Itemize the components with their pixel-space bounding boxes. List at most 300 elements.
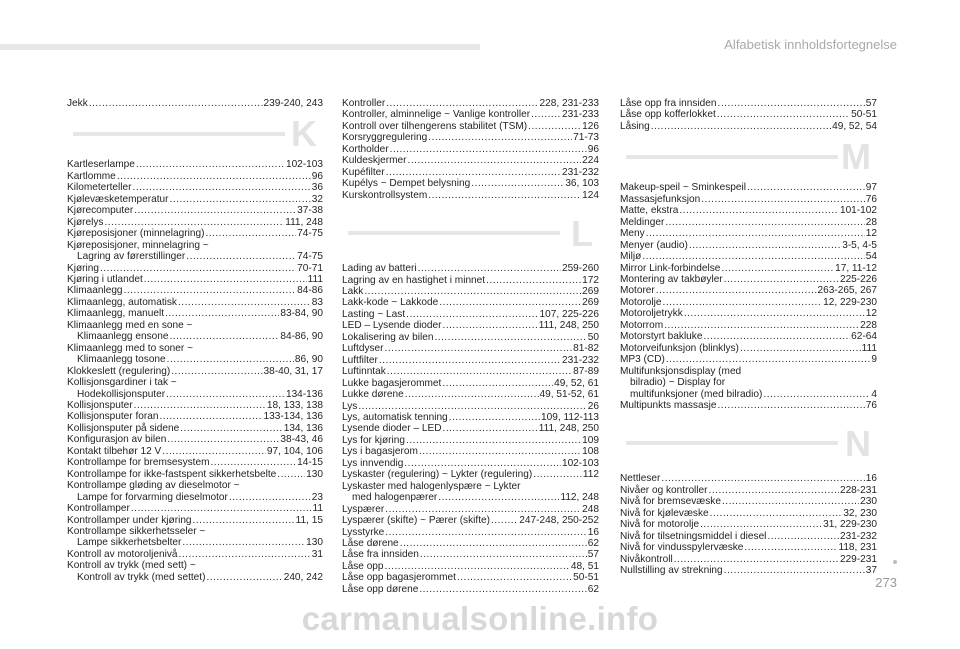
index-entry-pages: 32 [311, 193, 323, 205]
index-entry-term: Nivå for kjølevæske [620, 507, 709, 519]
dot-leader [400, 538, 587, 549]
index-entry-pages: 62 [587, 537, 599, 549]
index-entry[interactable] [67, 457, 323, 468]
dot-leader [166, 389, 285, 400]
dot-leader [419, 584, 586, 595]
dot-leader [159, 411, 262, 422]
index-entry-term: Lys for kjøring [342, 434, 406, 446]
index-entry-term: Multifunksjonsdisplay (med [620, 365, 742, 377]
index-entry-pages: 28 [865, 216, 877, 228]
index-entry[interactable] [67, 560, 323, 571]
index-entry-term: Klokkeslett (regulering) [67, 365, 171, 377]
dot-leader [167, 354, 294, 365]
index-entry-pages: 11 [312, 503, 323, 515]
index-entry[interactable] [342, 561, 599, 572]
index-entry-pages: 87-89 [573, 366, 599, 378]
section-letter: N [845, 423, 871, 465]
dot-leader [385, 561, 570, 572]
index-entry-pages: 14-15 [297, 457, 323, 469]
index-entry[interactable] [67, 182, 323, 193]
index-entry-term: Nivå for vindusspylervæske [620, 542, 744, 554]
dot-leader [434, 332, 586, 343]
index-entry[interactable] [342, 343, 599, 354]
index-entry[interactable] [620, 274, 877, 285]
index-entry[interactable] [620, 205, 877, 216]
dot-leader [364, 286, 581, 297]
dot-leader [385, 343, 573, 354]
index-entry[interactable] [342, 572, 599, 583]
index-entry[interactable] [342, 144, 599, 155]
index-entry[interactable] [342, 109, 599, 120]
index-entry-term: Kontroll av trykk (med sett) ~ [67, 560, 196, 572]
section-header-m [620, 132, 877, 182]
dot-leader [724, 274, 839, 285]
dot-leader [428, 190, 581, 201]
index-entry-pages: 111, 248 [285, 216, 323, 228]
index-entry[interactable] [620, 98, 877, 109]
index-entry-term: Matte, ekstra [620, 205, 679, 217]
dot-leader [134, 205, 296, 216]
index-entry-term: Lampe sikkerhetsbelter [77, 537, 182, 549]
dot-leader [179, 549, 311, 560]
index-entry[interactable] [67, 423, 323, 434]
dot-leader [646, 228, 865, 239]
index-entry[interactable] [67, 297, 323, 308]
index-entry-pages: 108 [582, 446, 599, 458]
dot-leader [390, 144, 587, 155]
index-entry[interactable] [620, 389, 877, 400]
dot-leader [404, 458, 561, 469]
index-entry-term: Nettleser [620, 473, 661, 485]
dot-leader [674, 554, 839, 565]
index-entry-term: Kontrollampe for ikke-fastspent sikkerhetsbelte [67, 468, 277, 480]
index-entry[interactable] [342, 446, 599, 457]
dot-leader [724, 565, 865, 576]
index-entry-term: Lakk-kode ~ Lakkode [342, 297, 439, 309]
index-entry-pages: 37 [865, 565, 877, 577]
index-entry-pages: 224 [582, 155, 599, 167]
index-entry-pages: 26 [587, 400, 599, 412]
index-entry[interactable] [342, 458, 599, 469]
index-entry-term: Motorer [620, 285, 655, 297]
index-entry-pages: 240, 242 [283, 571, 323, 583]
index-entry-pages: 111, 248, 250 [538, 423, 599, 435]
index-entry-term: Meldinger [620, 216, 665, 228]
index-entry-term: Lakk [342, 285, 364, 297]
dot-leader [486, 275, 581, 286]
index-entry[interactable] [67, 171, 323, 182]
index-entry-term: Kjøreposisjoner (minnelagring) [67, 228, 205, 240]
index-entry[interactable] [620, 508, 877, 519]
index-entry[interactable] [620, 542, 877, 553]
index-entry-pages: 36 [311, 182, 323, 194]
index-entry[interactable] [67, 159, 323, 170]
dot-leader [710, 508, 843, 519]
index-entry-pages: 12 [865, 228, 877, 240]
index-entry-pages: 86, 90 [294, 354, 323, 366]
index-entry-term: Luftfilter [342, 354, 378, 366]
index-entry[interactable] [620, 531, 877, 542]
index-entry-term: Lagring av førerstillinger [77, 251, 186, 263]
index-entry[interactable] [67, 228, 323, 239]
index-entry-term: Lyspærer (skifte) ~ Pærer (skifte) [342, 515, 490, 527]
index-entry[interactable] [342, 98, 599, 109]
index-entry-term: Kollisjonsgardiner i tak ~ [67, 377, 177, 389]
index-entry-term: med halogenpærer [352, 492, 438, 504]
index-entry-pages: 62 [587, 583, 599, 595]
index-entry-pages: 74-75 [297, 251, 323, 263]
index-entry-pages: 16 [587, 526, 599, 538]
index-entry[interactable] [342, 423, 599, 434]
index-entry-pages: 50-51 [573, 572, 599, 584]
dot-leader [178, 297, 311, 308]
dot-leader [229, 492, 311, 503]
index-entry-pages: 239-240, 243 [263, 98, 323, 109]
index-entry-pages: 230 [860, 496, 877, 508]
index-entry[interactable] [67, 308, 323, 319]
dot-leader [144, 274, 307, 285]
index-entry[interactable] [342, 167, 599, 178]
index-entry-term: Nivåkontroll [620, 553, 673, 565]
index-entry-pages: 107, 225-226 [539, 308, 599, 320]
dot-leader [665, 217, 864, 228]
section-divider [626, 441, 838, 445]
dot-leader [661, 473, 864, 484]
index-entry-term: Motorrom [620, 319, 664, 331]
index-entry-pages: 96 [311, 170, 323, 182]
index-entry[interactable] [67, 537, 323, 548]
index-entry-pages: 231-232 [839, 530, 877, 542]
dot-leader [684, 308, 865, 319]
index-entry-pages: 9 [871, 354, 877, 366]
index-entry-term: Meny [620, 228, 645, 240]
index-entry-term: Jekk [67, 98, 88, 109]
index-entry[interactable] [342, 366, 599, 377]
index-entry[interactable] [67, 492, 323, 503]
index-entry[interactable] [67, 377, 323, 388]
index-entry[interactable] [342, 297, 599, 308]
dot-leader [170, 194, 311, 205]
index-entry[interactable] [342, 401, 599, 412]
index-entry[interactable] [67, 217, 323, 228]
index-entry-pages: 97, 104, 106 [266, 445, 323, 457]
dot-leader [387, 366, 572, 377]
index-entry-pages: 36, 103 [565, 178, 599, 190]
dot-leader [167, 434, 279, 445]
dot-leader [193, 515, 295, 526]
index-entry-pages: 76 [865, 399, 877, 411]
index-entry[interactable] [342, 155, 599, 166]
index-entry[interactable] [67, 572, 323, 583]
index-entry[interactable] [67, 354, 323, 365]
index-entry-term: Nivå for motorolje [620, 519, 700, 531]
index-entry[interactable] [620, 308, 877, 319]
index-entry[interactable] [620, 217, 877, 228]
index-entry[interactable] [67, 205, 323, 216]
index-entry[interactable] [620, 121, 877, 132]
index-entry[interactable] [620, 109, 877, 120]
index-entry-term: Lading av batteri [342, 263, 417, 275]
index-entry[interactable] [67, 526, 323, 537]
index-entry[interactable] [67, 400, 323, 411]
dot-leader [531, 109, 561, 120]
index-entry[interactable] [342, 132, 599, 143]
index-entry-term: MP3 (CD) [620, 354, 665, 366]
section-header-n [620, 411, 877, 473]
dot-leader [642, 251, 864, 262]
index-entry[interactable] [67, 549, 323, 560]
dot-leader [277, 469, 305, 480]
dot-leader [162, 446, 266, 457]
dot-leader [379, 355, 561, 366]
index-entry[interactable] [620, 366, 877, 377]
index-entry-term: Låse fra innsiden [342, 549, 419, 561]
index-entry-term: Kjørelys [67, 216, 104, 228]
dot-leader [358, 401, 586, 412]
dot-leader [420, 549, 587, 560]
dot-leader [528, 121, 581, 132]
dot-leader [721, 263, 834, 274]
index-entry-pages: 71-73 [573, 132, 599, 144]
index-entry-pages: 134-136 [285, 388, 323, 400]
index-entry[interactable] [67, 411, 323, 422]
index-entry-term: Kontrollampe sikkerhetsseler ~ [67, 525, 206, 537]
index-entry[interactable] [342, 320, 599, 331]
index-entry-term: Motoroljetrykk [620, 308, 683, 320]
index-entry[interactable] [342, 389, 599, 400]
index-entry-term: Kjøring i utlandet [67, 273, 143, 285]
index-entry[interactable] [620, 263, 877, 274]
index-entry-pages: 111, 248, 250 [538, 320, 599, 332]
index-entry[interactable] [342, 481, 599, 492]
index-entry[interactable] [620, 400, 877, 411]
dot-leader [701, 194, 865, 205]
index-entry[interactable] [67, 331, 323, 342]
index-entry[interactable] [67, 98, 323, 109]
index-entry[interactable] [342, 309, 599, 320]
index-entry-pages: 74-75 [297, 228, 323, 240]
index-entry[interactable] [342, 121, 599, 132]
index-entry-pages: 101-102 [839, 205, 877, 217]
dot-leader [443, 320, 538, 331]
index-entry-pages: 109 [582, 434, 599, 446]
index-entry[interactable] [67, 480, 323, 491]
index-entry-pages: 83-84, 90 [280, 308, 323, 320]
dot-leader [205, 228, 296, 239]
index-entry[interactable] [342, 469, 599, 480]
index-entry[interactable] [342, 275, 599, 286]
index-entry-pages: 16 [865, 473, 877, 485]
index-entry[interactable] [342, 584, 599, 595]
index-entry-term: Klimaanlegg med to soner ~ [67, 342, 193, 354]
index-entry-term: Lysende dioder – LED [342, 423, 442, 435]
index-entry[interactable] [67, 274, 323, 285]
index-entry-pages: 37-38 [297, 205, 323, 217]
index-entry[interactable] [342, 538, 599, 549]
index-entry[interactable] [342, 286, 599, 297]
dot-leader [406, 435, 581, 446]
index-entry[interactable] [620, 228, 877, 239]
index-entry[interactable] [620, 473, 877, 484]
dot-leader [386, 98, 538, 109]
page-dot-marker [893, 560, 897, 564]
index-entry-term: Låse dørene [342, 537, 399, 549]
index-entry[interactable] [620, 343, 877, 354]
index-column-3 [620, 98, 877, 577]
header-bar [0, 44, 480, 50]
index-entry[interactable] [342, 527, 599, 538]
index-entry[interactable] [67, 469, 323, 480]
index-entry-pages: 225-226 [839, 273, 877, 285]
index-entry-term: Kurskontrollsystem [342, 189, 428, 201]
index-entry-term: Massasjefunksjon [620, 193, 701, 205]
index-entry-term: Låse opp [342, 560, 384, 572]
index-entry-term: Mirror Link-forbindelse [620, 262, 721, 274]
index-entry[interactable] [620, 285, 877, 296]
index-entry-term: Multipunkts massasje [620, 399, 717, 411]
index-entry[interactable] [620, 194, 877, 205]
index-entry-pages: 133-134, 136 [263, 411, 323, 423]
index-entry[interactable] [67, 285, 323, 296]
index-entry-term: Klimaanlegg med en sone ~ [67, 319, 193, 331]
index-entry[interactable] [342, 355, 599, 366]
dot-leader [718, 400, 865, 411]
index-entry[interactable] [342, 549, 599, 560]
index-entry-pages: 102-103 [285, 159, 323, 171]
index-entry-term: Låse opp kofferlokket [620, 109, 716, 121]
index-entry-term: Kortholder [342, 143, 389, 155]
dot-leader [89, 98, 263, 109]
index-entry-pages: 49, 51-52, 61 [539, 389, 599, 401]
index-entry[interactable] [620, 331, 877, 342]
dot-leader [747, 182, 865, 193]
dot-leader [703, 331, 850, 342]
dot-leader [408, 155, 582, 166]
index-entry-pages: 231-232 [561, 354, 599, 366]
index-entry-pages: 50 [587, 331, 599, 343]
index-entry[interactable] [620, 320, 877, 331]
index-entry[interactable] [620, 182, 877, 193]
index-entry[interactable] [67, 366, 323, 377]
index-entry[interactable] [620, 354, 877, 365]
page-number: 273 [875, 575, 897, 590]
index-entry-term: Luftdyser [342, 343, 384, 355]
index-entry[interactable] [67, 434, 323, 445]
dot-leader [491, 515, 518, 526]
index-entry[interactable] [620, 485, 877, 496]
dot-leader [100, 263, 296, 274]
dot-leader [740, 343, 861, 354]
index-entry[interactable] [620, 251, 877, 262]
index-entry[interactable] [620, 297, 877, 308]
index-entry-term: Lyskaster med halogenlyspære ~ Lykter [342, 480, 521, 492]
dot-leader [133, 182, 311, 193]
index-entry[interactable] [67, 389, 323, 400]
index-entry-term: Motorstyrt bakluke [620, 331, 703, 343]
index-entry-pages: 18, 133, 138 [266, 399, 323, 411]
index-entry-term: Nullstilling av strekning [620, 565, 723, 577]
index-entry-term: Kartleserlampe [67, 159, 135, 171]
index-entry-term: Montering av takbøyler [620, 273, 723, 285]
index-entry-pages: 49, 52, 54 [832, 120, 877, 132]
index-entry-pages: 76 [865, 193, 877, 205]
index-entry[interactable] [67, 503, 323, 514]
index-entry-term: Lasting ~ Last [342, 308, 406, 320]
index-entry[interactable] [620, 519, 877, 530]
index-entry[interactable] [67, 194, 323, 205]
dot-leader [656, 285, 817, 296]
index-entry[interactable] [342, 435, 599, 446]
dot-leader [182, 537, 305, 548]
index-entry[interactable] [342, 378, 599, 389]
index-entry[interactable] [67, 263, 323, 274]
index-entry-pages: 248 [582, 503, 599, 515]
index-entry[interactable] [342, 178, 599, 189]
dot-leader [663, 297, 823, 308]
index-entry-pages: 130 [306, 468, 323, 480]
index-entry[interactable] [67, 240, 323, 251]
dot-leader [666, 354, 871, 365]
index-column-2 [342, 98, 599, 595]
index-entry-term: Kupélys ~ Dempet belysning [342, 178, 471, 190]
index-entry-term: Hodekollisjonsputer [77, 388, 166, 400]
index-entry-term: Kollisjonsputer [67, 399, 133, 411]
index-entry-term: Lagring av en hastighet i minnet [342, 274, 486, 286]
index-entry-pages: 50-51 [851, 109, 877, 121]
index-entry-term: Lukke dørene [342, 389, 404, 401]
dot-leader [124, 285, 297, 296]
index-entry[interactable] [67, 515, 323, 526]
index-entry-pages: 84-86, 90 [280, 331, 323, 343]
index-entry-term: Kartlomme [67, 170, 116, 182]
index-entry[interactable] [620, 240, 877, 251]
index-entry[interactable] [67, 446, 323, 457]
index-entry[interactable] [342, 332, 599, 343]
dot-leader [438, 492, 559, 503]
index-entry[interactable] [67, 343, 323, 354]
section-divider [348, 231, 560, 235]
index-entry-term: Kontroller, alminnelige ~ Vanlige kontroller [342, 109, 531, 121]
index-entry[interactable] [342, 263, 599, 274]
index-entry-pages: 38-43, 46 [280, 434, 323, 446]
dot-leader [136, 159, 285, 170]
index-entry-pages: 231-233 [561, 109, 599, 121]
dot-leader [763, 389, 870, 400]
index-entry[interactable] [620, 377, 877, 388]
index-entry[interactable] [67, 251, 323, 262]
index-entry[interactable] [342, 504, 599, 515]
index-entry-pages: 269 [582, 285, 599, 297]
index-entry-pages: 112, 248 [560, 492, 599, 504]
index-entry[interactable] [620, 496, 877, 507]
index-entry[interactable] [342, 515, 599, 526]
index-entry-term: Nivåer og kontroller [620, 484, 708, 496]
index-entry-term: Lyskaster (regulering) ~ Lykter (regulering) [342, 469, 533, 481]
index-entry[interactable] [620, 554, 877, 565]
index-entry-pages: 49, 52, 61 [554, 377, 599, 389]
dot-leader [689, 240, 841, 251]
index-entry-pages: 130 [306, 537, 323, 549]
index-entry[interactable] [342, 492, 599, 503]
index-entry[interactable] [620, 565, 877, 576]
index-entry[interactable] [342, 190, 599, 201]
index-entry-term: Kontrollamper [67, 503, 130, 515]
index-entry-pages: 102-103 [561, 457, 599, 469]
dot-leader [744, 542, 837, 553]
index-entry[interactable] [67, 320, 323, 331]
index-entry[interactable] [342, 412, 599, 423]
index-entry-term: Kontrollamper under kjøring [67, 514, 192, 526]
